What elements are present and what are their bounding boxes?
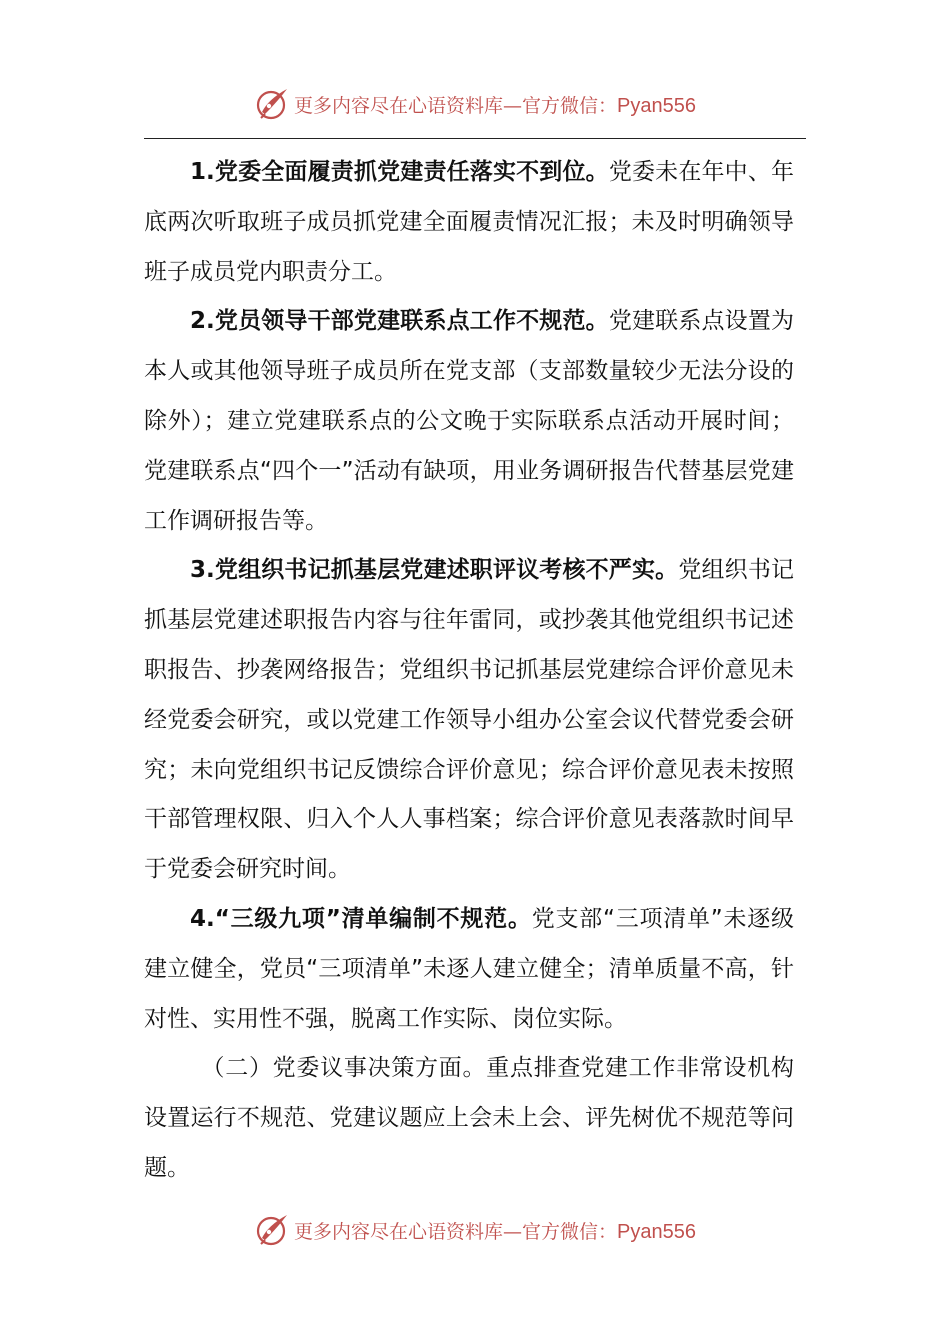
section-2-paragraph: （二）党委议事决策方面。重点排查党建工作非常设机构设置运行不规范、党建议题应上会未上会、评先树优不规范等问题。	[144, 1055, 794, 1181]
header-banner-text: 更多内容尽在心语资料库—官方微信：Pyan556	[294, 94, 696, 117]
header-divider	[144, 138, 806, 139]
wechat-id: Pyan556	[617, 94, 696, 117]
paragraph-4-body: 党支部“三项清单”未逐级建立健全，党员“三项清单”未逐人建立健全；清单质量不高，针对性、实用性不强，脱离工作实际、岗位实际。	[144, 905, 794, 1032]
paragraph-3	[144, 546, 794, 895]
footer-banner-text: 更多内容尽在心语资料库—官方微信：Pyan556	[294, 1220, 696, 1243]
paragraph-2	[144, 297, 794, 546]
paragraph-3-body: 党组织书记抓基层党建述职报告内容与往年雷同，或抄袭其他党组织书记述职报告、抄袭网络报告；党组织书记抓基层党建综合评价意见未经党委会研究，或以党建工作领导小组办公室会议代替党委会研究；未向党组织书记反馈综合评价意见；综合评价意见表未按照干部管理权限、归入个人人事档案；综合评价意见表落款时间早于党委会研究时间。	[144, 557, 794, 883]
document-body	[144, 148, 794, 1194]
paragraph-4-title: 4.“三级九项”清单编制不规范。	[190, 905, 532, 932]
paragraph-1-title: 1.党委全面履责抓党建责任落实不到位。	[190, 159, 609, 185]
paragraph-3-title: 3.党组织书记抓基层党建述职评议考核不严实。	[190, 557, 679, 584]
quill-pen-logo-icon	[254, 1212, 290, 1248]
header-banner	[0, 84, 950, 124]
paragraph-2-title: 2.党员领导干部党建联系点工作不规范。	[190, 308, 609, 335]
quill-pen-logo-icon	[254, 86, 290, 122]
paragraph-1-body: 党委未在年中、年底两次听取班子成员抓党建全面履责情况汇报；未及时明确领导班子成员党内职责分工。	[144, 159, 795, 285]
paragraph-4	[144, 895, 794, 1044]
paragraph-2-body: 党建联系点设置为本人或其他领导班子成员所在党支部（支部数量较少无法分设的除外）；建立党建联系点的公文晚于实际联系点活动开展时间；党建联系点“四个一”活动有缺项，用业务调研报告代替基层党建工作调研报告等。	[144, 308, 795, 534]
wechat-id: Pyan556	[617, 1220, 696, 1243]
paragraph-1	[144, 148, 794, 297]
footer-banner	[0, 1210, 950, 1250]
